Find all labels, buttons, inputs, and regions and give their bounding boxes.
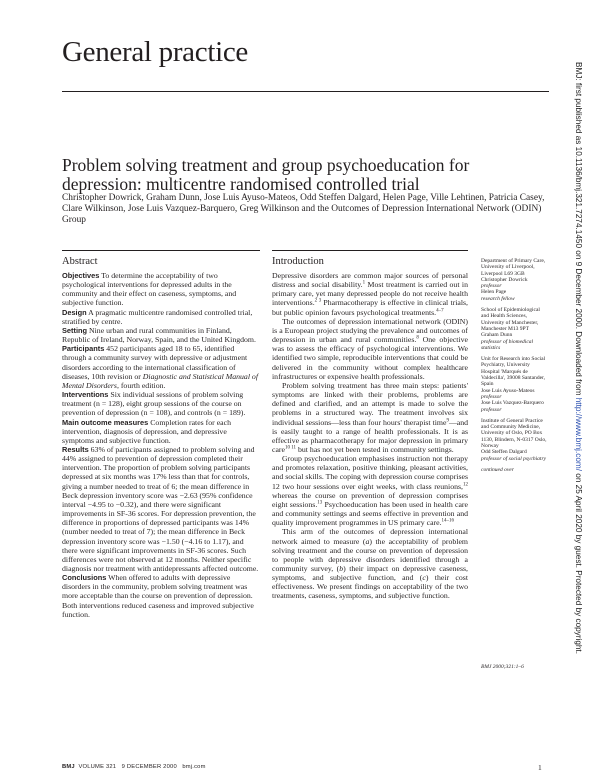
abstract-design: Design A pragmatic multicentre randomised controlled trial, stratified by centre. bbox=[62, 307, 253, 326]
page-footer: BMJ VOLUME 321 9 DECEMBER 2000 bmj.com bbox=[62, 764, 206, 770]
abstract-participants: Participants 452 participants aged 18 to 65, identified through a community survey with depressive or adjustment disorders according to the international classification of diseases, 10th revision or Diagnostic and Statistical Manual of Mental Disorders, fourth edition. bbox=[62, 344, 258, 390]
abstract-setting: Setting Nine urban and rural communities in Finland, Republic of Ireland, Norway, Spain, and the United Kingdom. bbox=[62, 325, 256, 345]
intro-heading: Introduction bbox=[272, 256, 324, 267]
section-title: General practice bbox=[62, 36, 248, 68]
affiliation: Institute of General Practice and Community Medicine, University of Oslo, PO Box 1130, Blindern, N-0317 Oslo, Norway Odd Steffen Dalgard professor of social psychiatry bbox=[481, 417, 547, 462]
intro-rule bbox=[272, 250, 468, 251]
continued-note: continued over bbox=[481, 466, 514, 473]
journal-reference: BMJ 2000;321:1–6 bbox=[481, 664, 524, 670]
affiliation: Unit for Research into Social Psychiatry, University Hospital 'Marqués de Valdecilla', 39008 Santander, Spain Jose Luis Ayuso-Mateos professor Jose Luis Vazquez-Barquero professor bbox=[481, 356, 546, 413]
article-title: Problem solving treatment and group psychoeducation for depression: multicentre randomised controlled trial bbox=[62, 155, 470, 194]
affiliation: Department of Primary Care, University of Liverpool, Liverpool L69 3GB Christopher Dowrick professor Helen Page research fellow bbox=[481, 258, 546, 302]
abstract-body bbox=[62, 271, 260, 619]
author-list: Christopher Dowrick, Graham Dunn, Jose Luis Ayuso-Mateos, Odd Steffen Dalgard, Helen Page, Ville Lehtinen, Patricia Casey, Clare Wilkinson, Jose Luis Vazquez-Barquero, Greg Wilkinson and the Outcomes of Depression International Network (ODIN) Group bbox=[62, 193, 545, 226]
abstract-results: Results 63% of participants assigned to problem solving and 44% assigned to prevention of depression completed their intervention. The proportion of problem solving participants depressed at six months was 17% less than that for controls, giving a number needed to treat of 6; the mean difference in Beck depression inventory score was −2.63 (95% confidence interval −4.95 to −0.32), and there were significant improvements in SF-36 scores. For depression prevention, the difference in proportions of depressed participants was 14% (number needed to treat of 7); the mean difference in Beck depression inventory score was −1.50 (−4.16 to 1.17), and there were significant improvements in SF-36 scores. Such differences were not observed at 12 months. Neither specific diagnosis nor treatment with antidepressants affected outcome. bbox=[62, 444, 259, 573]
abstract-heading: Abstract bbox=[62, 256, 98, 267]
abstract-objectives: Objectives To determine the acceptability of two psychological interventions for depressed adults in the community and their effect on caseness, symptoms, and subjective function. bbox=[62, 271, 237, 308]
abstract-interventions: Interventions Six individual sessions of problem solving treatment (n = 128), eight group sessions of the course on prevention of depression (n = 108), and controls (n = 189). bbox=[62, 390, 246, 418]
introduction-body bbox=[272, 271, 468, 601]
abstract-rule bbox=[62, 250, 260, 251]
intro-paragraph: Depressive disorders are common major sources of personal distress and social disability.$^1$ Most treatment is carried out in primary care, yet many depressed people do not receive health interventions.$^{2 3}$ Pharmacotherapy is effective in clinical trials, but public opinion favours psychological treatments.$^{4-7}$ bbox=[272, 271, 468, 317]
intro-paragraph: Problem solving treatment has three main steps: patients' symptoms are linked with their problems, problems are defined and clarified, and an attempt is made to solve the problems in a structured way. The treatment involves six individual sessions—less than four hours' therapist time$^9$—and is easily taught to a range of health professionals. It is as effective as pharmacotherapy for major depression in primary care$^{10 11}$ but has not yet been tested in community settings. bbox=[272, 380, 468, 454]
abstract-conclusions: Conclusions When offered to adults with depressive disorders in the community, problem solving treatment was more acceptable than the course on prevention of depression. Both interventions reduced caseness and improved subjective function. bbox=[62, 573, 254, 619]
intro-paragraph: Group psychoeducation emphasises instruction not therapy and promotes relaxation, positive thinking, pleasant activities, and social skills. The coping with depression course comprises 12 two hour sessions over eight weeks, with class reunions,$^{12}$ whereas the course on prevention of depression comprises eight sessions.$^{13}$ Psychoeducation has been used in health care and community settings and seems effective in prevention and quality improvement programmes in US primary care.$^{14-16}$ bbox=[272, 454, 468, 528]
intro-paragraph: This arm of the outcomes of depression international network aimed to measure (a) the acceptability of problem solving treatment and the course on prevention of depression to people with depressive disorders identified through a community survey, (b) their impact on depressive caseness, symptoms, and subjective function, and (c) their cost effectiveness. We present findings on acceptability of the two treatments, caseness, symptoms, and subjective function. bbox=[272, 527, 468, 601]
abstract-measures: Main outcome measures Completion rates for each intervention, diagnosis of depression, and depressive symptoms and subjective function. bbox=[62, 417, 231, 445]
affiliations-column bbox=[481, 258, 549, 473]
section-divider bbox=[62, 91, 549, 92]
affiliation: School of Epidemiological and Health Sciences, University of Manchester, Manchester M13 9PT Graham Dunn professor of biomedical statistics bbox=[481, 307, 540, 351]
page-number: 1 bbox=[538, 763, 542, 772]
bmj-link[interactable]: http://www.bmj.com/ bbox=[574, 397, 583, 472]
intro-paragraph: The outcomes of depression international network (ODIN) is a European project studying the prevalence and outcomes of depression in urban and rural communities.$^8$ One objective was to assess the efficacy of psychological interventions. We identified two simple, reproducible interventions that could be delivered in the community without complex healthcare infrastructures or expensive health professionals. bbox=[272, 316, 468, 381]
download-notice: BMJ: first published as 10.1136/bmj.321.7274.1450 on 9 December 2000. Downloaded from http://www.bmj.com/ on 25 April 2020 by guest. Protected by copyright. bbox=[574, 62, 583, 654]
